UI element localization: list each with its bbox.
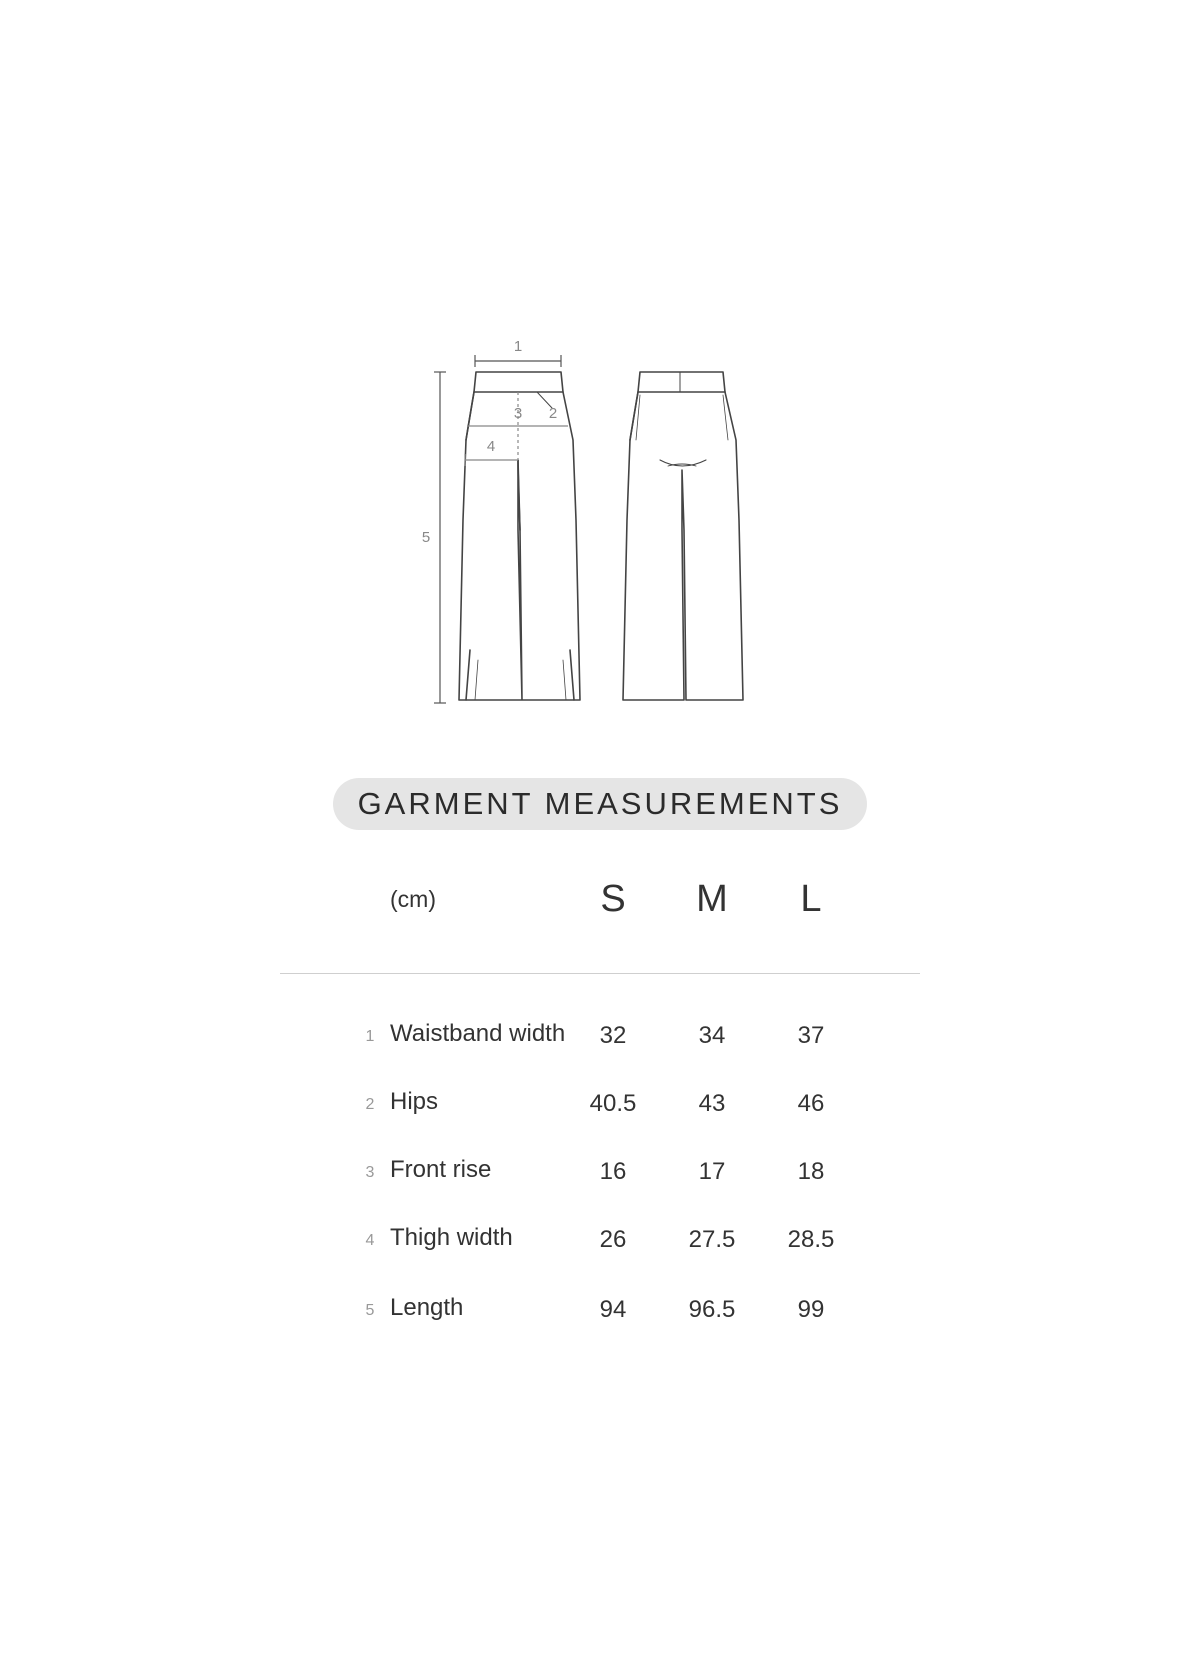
callout-4: 4: [486, 438, 496, 455]
table-row: [0, 1222, 1200, 1262]
table-divider: [280, 973, 920, 974]
value-l: 46: [797, 1090, 825, 1117]
size-header-m: M: [696, 878, 728, 920]
unit-label: (cm): [390, 886, 436, 912]
value-s: 32: [599, 1022, 627, 1049]
size-header-s: S: [600, 878, 626, 920]
row-number: 1: [365, 1028, 375, 1045]
value-m: 27.5: [688, 1226, 736, 1253]
row-label: Hips: [390, 1088, 439, 1115]
value-s: 94: [599, 1296, 627, 1323]
row-label: Waistband width: [390, 1020, 566, 1047]
table-row: [0, 1292, 1200, 1332]
callout-5: 5: [421, 529, 431, 546]
value-s: 16: [599, 1158, 627, 1185]
callout-3: 3: [513, 405, 523, 422]
value-l: 28.5: [787, 1226, 835, 1253]
row-label: Length: [390, 1294, 464, 1321]
value-s: 26: [599, 1226, 627, 1253]
table-row: [0, 1154, 1200, 1194]
size-header-l: L: [800, 878, 822, 920]
row-number: 2: [365, 1096, 375, 1113]
value-m: 17: [698, 1158, 726, 1185]
row-number: 5: [365, 1302, 375, 1319]
value-m: 96.5: [688, 1296, 736, 1323]
pants-technical-sketch: [0, 0, 1200, 760]
table-row: [0, 1086, 1200, 1126]
value-l: 18: [797, 1158, 825, 1185]
value-m: 43: [698, 1090, 726, 1117]
callout-2: 2: [548, 405, 558, 422]
pants-back-view: [623, 372, 743, 700]
section-title: GARMENT MEASUREMENTS: [357, 786, 843, 821]
row-label: Thigh width: [390, 1224, 513, 1251]
row-number: 3: [365, 1164, 375, 1181]
value-l: 37: [797, 1022, 825, 1049]
value-s: 40.5: [589, 1090, 637, 1117]
row-number: 4: [365, 1232, 375, 1249]
table-row: [0, 1018, 1200, 1058]
value-l: 99: [797, 1296, 825, 1323]
callout-1: 1: [513, 338, 523, 355]
value-m: 34: [698, 1022, 726, 1049]
row-label: Front rise: [390, 1156, 492, 1183]
section-title-pill: [333, 778, 867, 830]
